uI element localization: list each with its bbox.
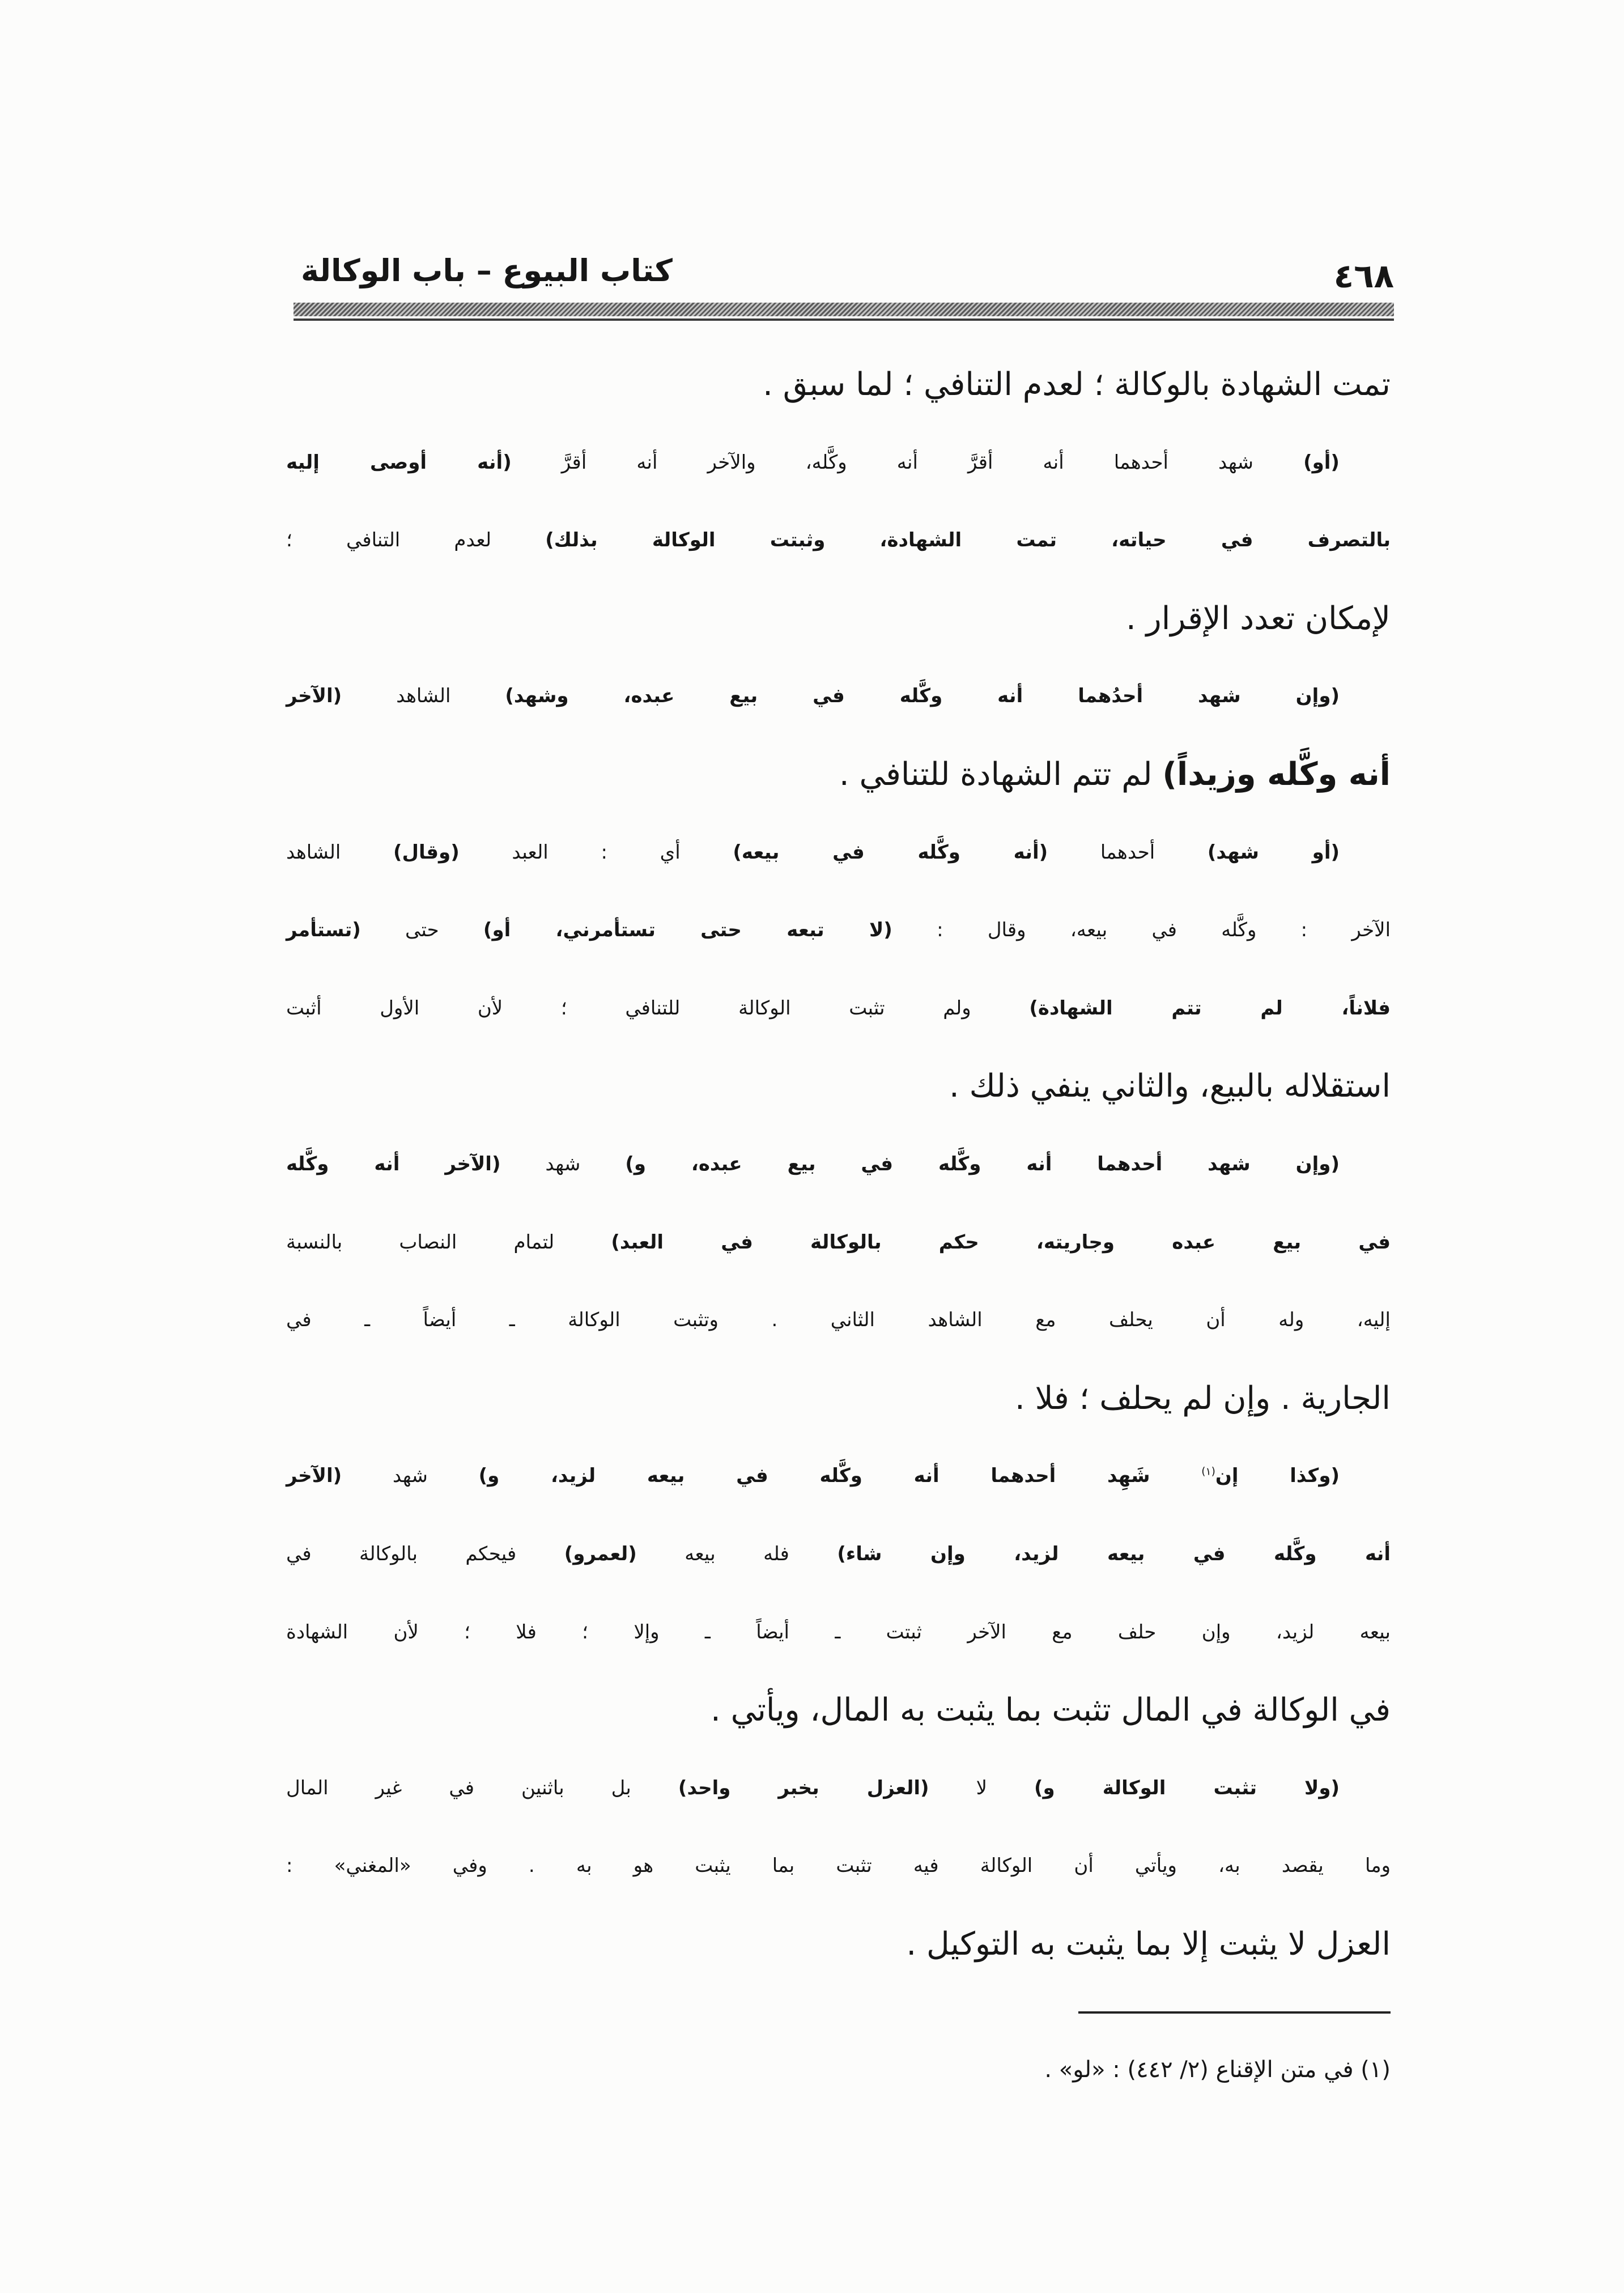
commentary-text: بيعه لزيد، وإن حلف مع الآخر ثبتت ـ أيضاً ـ وإلا ؛ فلا ؛ لأن الشهادة xyxy=(286,1620,1391,1644)
footnote-text: في متن الإقناع (٢/ ٤٤٢) : «لو» . xyxy=(1044,2057,1354,2083)
text-line xyxy=(286,1204,1391,1282)
matn-text: أنه وكَّله في بيعه لزيد، وإن شاء) xyxy=(837,1542,1391,1565)
text-line xyxy=(286,814,1391,892)
text-line xyxy=(286,1437,1391,1515)
commentary-text: وما يقصد به، ويأتي أن الوكالة فيه تثبت بما يثبت هو به . وفي «المغني» : xyxy=(286,1854,1391,1878)
commentary-text: لعدم التنافي ؛ xyxy=(286,529,546,552)
text-line xyxy=(286,736,1391,814)
text-line xyxy=(286,657,1391,736)
commentary-text: إليه، وله أن يحلف مع الشاهد الثاني . وتثبت الوكالة ـ أيضاً ـ في xyxy=(286,1309,1391,1332)
commentary-text: استقلاله بالبيع، والثاني ينفي ذلك . xyxy=(949,1068,1391,1105)
matn-text: في بيع عبده وجاريته، حكم بالوكالة في العبد) xyxy=(611,1230,1391,1254)
text-line xyxy=(286,970,1391,1048)
commentary-text: شهد xyxy=(342,1464,479,1488)
matn-text: شَهِد أحدهما أنه وكَّله في بيعه لزيد، و) xyxy=(478,1464,1202,1488)
commentary-text: الآخر : وكَّله في بيعه، وقال : xyxy=(892,919,1391,942)
matn-text: فلاناً، لم تتم الشهادة) xyxy=(1029,996,1391,1020)
matn-text: (وقال) xyxy=(393,840,460,864)
text-line xyxy=(286,1047,1391,1126)
matn-text: (تستأمر xyxy=(286,919,361,942)
matn-text: (ولا تثبت الوكالة و) xyxy=(1034,1776,1340,1799)
body-text xyxy=(286,346,1391,1983)
commentary-text: لإمكان تعدد الإقرار . xyxy=(1126,600,1391,637)
text-line xyxy=(286,424,1391,502)
footnote xyxy=(1044,2047,1391,2092)
page-number: ٤٦٨ xyxy=(1333,257,1394,295)
text-line xyxy=(286,1750,1391,1828)
commentary-text: فيحكم بالوكالة في xyxy=(286,1542,564,1565)
commentary-text: لم تتم الشهادة للتنافي . xyxy=(839,755,1163,793)
matn-text: (أنه وكَّله في بيعه) xyxy=(733,840,1048,864)
text-line xyxy=(286,1515,1391,1594)
matn-text: أنه وكَّله وزيداً) xyxy=(1162,755,1391,793)
footnote-marker: (١) xyxy=(1361,2057,1391,2083)
text-line xyxy=(286,346,1391,424)
matn-text: (أو) xyxy=(1303,451,1340,474)
commentary-text: الشاهد xyxy=(342,685,505,708)
commentary-text: الجارية . وإن لم يحلف ؛ فلا . xyxy=(1015,1379,1391,1417)
commentary-text: شهد أحدهما أنه أقرَّ أنه وكَّله، والآخر أنه أقرَّ xyxy=(511,451,1304,474)
commentary-text: في الوكالة في المال تثبت بما يثبت به المال، ويأتي . xyxy=(711,1692,1391,1729)
commentary-text: ولم تثبت الوكالة للتنافي ؛ لأن الأول أثبت xyxy=(286,996,1030,1020)
text-line xyxy=(286,1360,1391,1438)
header-rule-line xyxy=(294,319,1394,321)
text-line xyxy=(286,502,1391,580)
matn-text: (لا تبعه حتى تستأمرني، أو) xyxy=(483,919,892,942)
text-line xyxy=(286,580,1391,658)
matn-text: (العزل بخبر واحد) xyxy=(678,1776,929,1799)
matn-text: (أنه أوصى إليه xyxy=(286,451,512,474)
footnote-reference: (١) xyxy=(1201,1466,1215,1478)
text-line xyxy=(286,1905,1391,1984)
matn-text: (أو شهد) xyxy=(1207,840,1340,864)
text-line xyxy=(286,1827,1391,1905)
commentary-text: حتى xyxy=(360,919,483,942)
text-line xyxy=(286,1594,1391,1672)
matn-text: (وإن شهد أحدهما أنه وكَّله في بيع عبده، و) xyxy=(625,1152,1340,1175)
matn-text: (لعمرو) xyxy=(564,1542,637,1565)
commentary-text: شهد xyxy=(500,1152,626,1175)
matn-text: (الآخر xyxy=(286,1464,342,1488)
matn-text: (وكذا إن xyxy=(1215,1464,1340,1488)
commentary-text: فله بيعه xyxy=(636,1542,837,1565)
commentary-text: لا xyxy=(929,1776,1035,1799)
commentary-text: لتمام النصاب بالنسبة xyxy=(286,1230,611,1254)
commentary-text: الشاهد xyxy=(286,840,393,864)
commentary-text: أي : العبد xyxy=(459,840,733,864)
commentary-text: تمت الشهادة بالوكالة ؛ لعدم التنافي ؛ لما سبق . xyxy=(763,366,1391,403)
text-line xyxy=(286,1671,1391,1750)
matn-text: (وإن شهد أحدُهما أنه وكَّله في بيع عبده، وشهد) xyxy=(505,685,1340,708)
footnote-separator xyxy=(1078,2011,1391,2014)
commentary-text: بل باثنين في غير المال xyxy=(286,1776,678,1799)
text-line xyxy=(286,1281,1391,1360)
matn-text: (الآخر xyxy=(286,685,342,708)
matn-text: بالتصرف في حياته، تمت الشهادة، وثبتت الوكالة بذلك) xyxy=(545,529,1391,552)
commentary-text: العزل لا يثبت إلا بما يثبت به التوكيل . xyxy=(906,1925,1391,1963)
matn-text: (الآخر أنه وكَّله xyxy=(286,1152,501,1175)
header-rule xyxy=(294,303,1394,316)
running-title: كتاب البيوع – باب الوكالة xyxy=(301,253,673,288)
commentary-text: أحدهما xyxy=(1048,840,1208,864)
text-line xyxy=(286,891,1391,970)
text-line xyxy=(286,1126,1391,1204)
